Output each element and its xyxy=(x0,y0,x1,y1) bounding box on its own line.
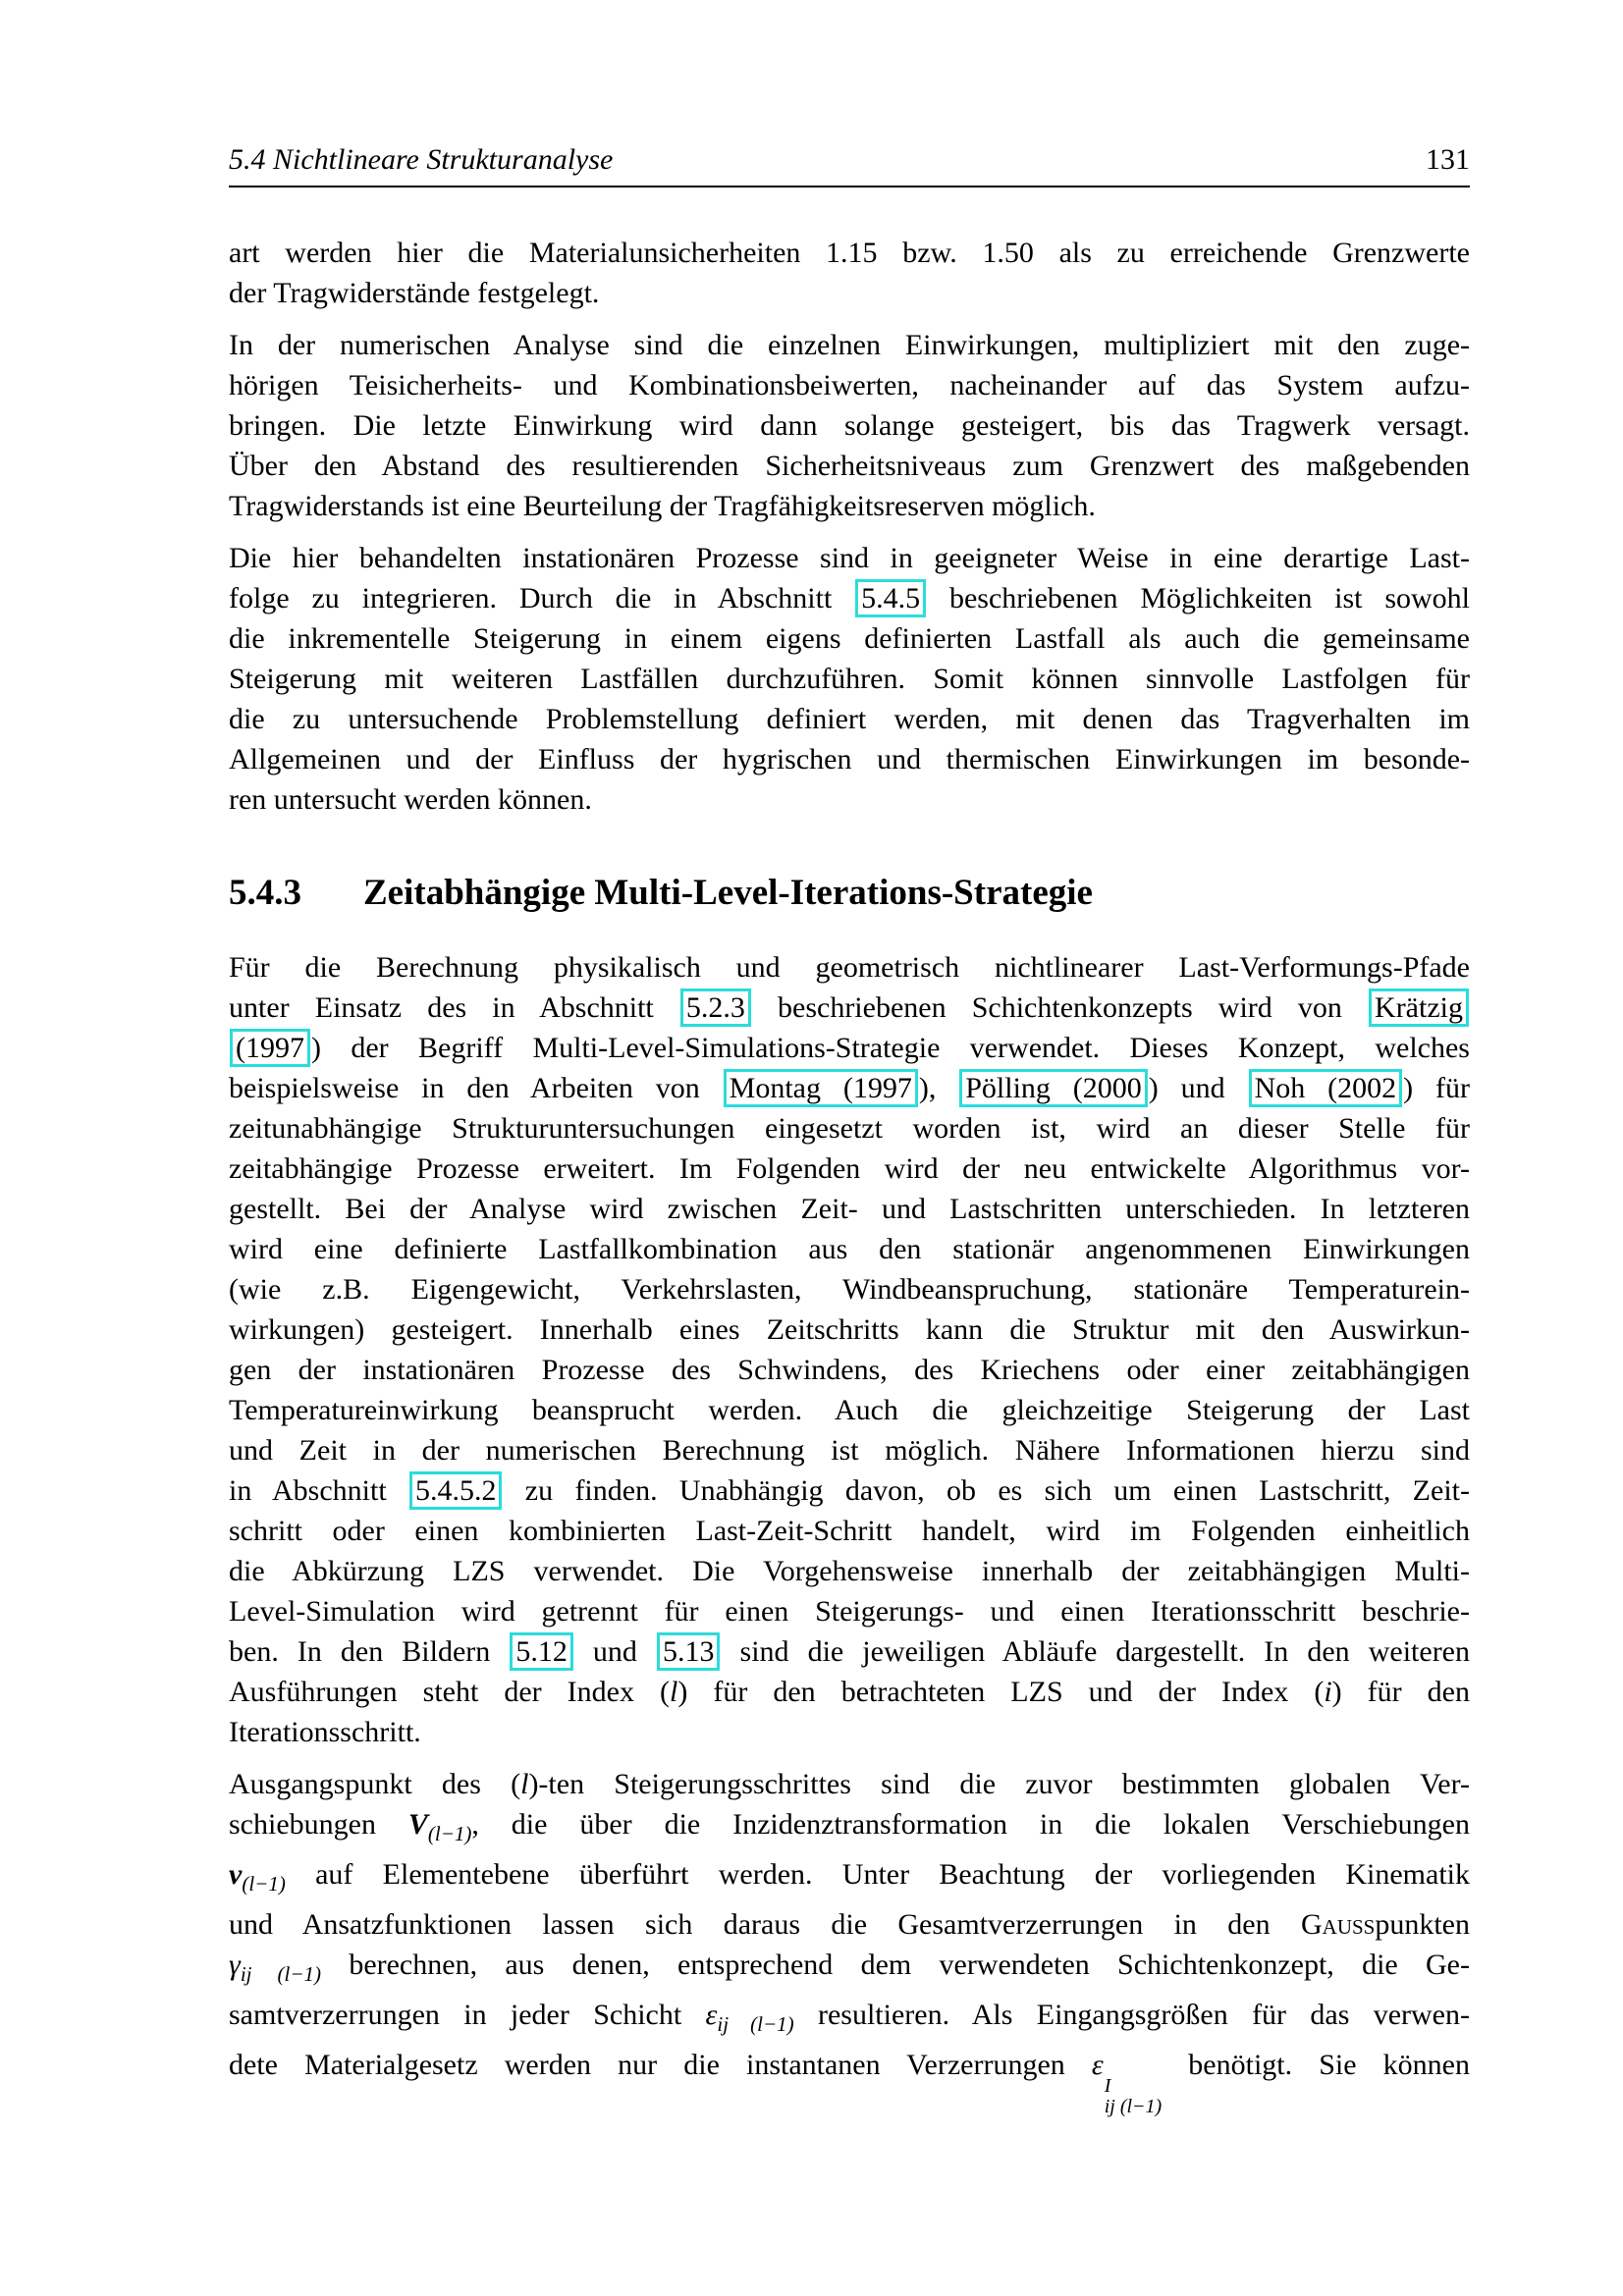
text-line xyxy=(229,1028,1470,1068)
text-line xyxy=(229,1591,1470,1631)
paragraph xyxy=(229,233,1470,313)
paragraph xyxy=(229,325,1470,526)
text-segment: Gauss xyxy=(1300,1908,1376,1941)
text-segment: punkten xyxy=(1375,1908,1470,1941)
text-line xyxy=(229,1390,1470,1430)
text-line xyxy=(229,779,1470,820)
paragraph xyxy=(229,538,1470,820)
text-segment: ) der Begriff Multi-Level-Simulations-Strategie verwendet. Dieses Konzept, welches xyxy=(311,1032,1470,1064)
ref-link[interactable]: 5.2.3 xyxy=(680,988,751,1027)
text-segment: folge zu integrieren. Durch die in Abschnitt xyxy=(229,582,855,614)
text-segment: Iterationsschritt. xyxy=(229,1716,421,1748)
text-segment: und Ansatzfunktionen lassen sich daraus die Gesamtverzerrungen in den xyxy=(229,1908,1301,1941)
text-segment: schritt oder einen kombinierten Last-Zeit-Schritt handelt, wird im Folgenden einheitlich xyxy=(229,1515,1470,1547)
text-segment: Allgemeinen und der Einfluss der hygrischen und thermischen Einwirkungen im besonde- xyxy=(229,743,1470,775)
section-heading xyxy=(229,871,1470,916)
text-segment: ben. In den Bildern xyxy=(229,1635,510,1668)
text-line xyxy=(229,446,1470,486)
text-line xyxy=(229,486,1470,526)
text-segment: ), xyxy=(918,1072,959,1104)
text-line xyxy=(229,1269,1470,1309)
text-line xyxy=(229,365,1470,405)
text-line xyxy=(229,1945,1470,1995)
math-symbol: γ xyxy=(229,1949,241,1981)
text-line xyxy=(229,988,1470,1028)
text-line xyxy=(229,1854,1470,1904)
text-line xyxy=(229,1189,1470,1229)
math-symbol: (l−1) xyxy=(242,1872,286,1896)
ref-link[interactable]: Krätzig xyxy=(1369,988,1469,1027)
text-segment: resultieren. Als Eingangsgrößen für das verwen- xyxy=(793,1999,1470,2031)
math-superscript: I xyxy=(1104,2075,1111,2097)
text-segment: art werden hier die Materialunsicherheiten 1.15 bzw. 1.50 als zu erreichende Grenzwerte xyxy=(229,237,1470,269)
text-segment: In der numerischen Analyse sind die einzelnen Einwirkungen, multipliziert mit den zuge- xyxy=(229,329,1470,361)
document-page xyxy=(229,0,1470,2129)
text-line xyxy=(229,578,1470,618)
text-segment: beschriebenen Möglichkeiten ist sowohl xyxy=(927,582,1470,614)
ref-link[interactable]: Pölling (2000 xyxy=(959,1069,1148,1107)
text-line xyxy=(229,659,1470,699)
text-segment: zeitunabhängige Strukturuntersuchungen eingesetzt worden ist, wird an dieser Stelle für xyxy=(229,1112,1470,1145)
text-line xyxy=(229,1229,1470,1269)
section-title: Zeitabhängige Multi-Level-Iterations-Strategie xyxy=(363,873,1093,913)
text-segment: zu finden. Unabhängig davon, ob es sich um einen Lastschritt, Zeit- xyxy=(503,1474,1470,1507)
text-line xyxy=(229,1631,1470,1672)
text-line xyxy=(229,1511,1470,1551)
ref-link[interactable]: 5.13 xyxy=(657,1632,721,1671)
text-line xyxy=(229,947,1470,988)
text-line xyxy=(229,273,1470,313)
ref-link[interactable]: Noh (2002 xyxy=(1249,1069,1403,1107)
text-line xyxy=(229,2045,1470,2117)
text-segment: ) und xyxy=(1148,1072,1248,1104)
text-segment: bringen. Die letzte Einwirkung wird dann solange gesteigert, bis das Tragwerk versagt. xyxy=(229,409,1470,442)
content-blocks xyxy=(229,233,1470,2117)
text-segment: , die über die Inzidenztransformation in die lokalen Verschiebungen xyxy=(471,1808,1470,1841)
text-line xyxy=(229,1108,1470,1148)
math-symbol: v xyxy=(229,1858,243,1891)
text-line xyxy=(229,405,1470,446)
text-segment: Steigerung mit weiteren Lastfällen durchzuführen. Somit können sinnvolle Lastfolgen für xyxy=(229,663,1470,695)
text-segment: zeitabhängige Prozesse erweitert. Im Folgenden wird der neu entwickelte Algorithmus vor- xyxy=(229,1152,1470,1185)
text-segment: Ausgangspunkt des ( xyxy=(229,1768,521,1800)
text-segment: Tragwiderstands ist eine Beurteilung der Tragfähigkeitsreserven möglich. xyxy=(229,490,1096,522)
text-segment: wird eine definierte Lastfallkombination aus den stationär angenommenen Einwirkungen xyxy=(229,1233,1470,1265)
text-segment: sind die jeweiligen Abläufe dargestellt. In den weiteren xyxy=(721,1635,1470,1668)
text-line xyxy=(229,233,1470,273)
text-segment: ) für den betrachteten LZS und der Index ( xyxy=(677,1676,1325,1708)
text-line xyxy=(229,1470,1470,1511)
text-segment: die Abkürzung LZS verwendet. Die Vorgehensweise innerhalb der zeitabhängigen Multi- xyxy=(229,1555,1470,1587)
text-segment: der Tragwiderstände festgelegt. xyxy=(229,277,600,309)
ref-link[interactable]: 5.4.5.2 xyxy=(409,1471,503,1510)
text-line xyxy=(229,618,1470,659)
text-line xyxy=(229,1712,1470,1752)
ref-link[interactable]: Montag (1997 xyxy=(724,1069,918,1107)
math-sup-sub xyxy=(1105,2076,1163,2117)
text-segment: Ausführungen steht der Index ( xyxy=(229,1676,670,1708)
section-number: 5.4.3 xyxy=(229,873,301,913)
text-line xyxy=(229,1764,1470,1804)
math-subscript: ij (l−1) xyxy=(1104,2096,1163,2117)
text-line xyxy=(229,1309,1470,1350)
text-segment: gestellt. Bei der Analyse wird zwischen Zeit- und Lastschritten unterschieden. In letzteren xyxy=(229,1193,1470,1225)
text-segment: Die hier behandelten instationären Prozesse sind in geeigneter Weise in eine derartige Last- xyxy=(229,542,1470,574)
text-segment: und Zeit in der numerischen Berechnung ist möglich. Nähere Informationen hierzu sind xyxy=(229,1434,1470,1467)
text-line xyxy=(229,699,1470,739)
text-segment: dete Materialgesetz werden nur die instantanen Verzerrungen xyxy=(229,2049,1092,2081)
text-line xyxy=(229,325,1470,365)
text-segment: unter Einsatz des in Abschnitt xyxy=(229,991,679,1024)
paragraph xyxy=(229,947,1470,1752)
text-line xyxy=(229,1672,1470,1712)
math-symbol: l xyxy=(520,1768,529,1800)
paragraph xyxy=(229,1764,1470,2117)
text-segment: wirkungen) gesteigert. Innerhalb eines Zeitschritts kann die Struktur mit den Auswirkun- xyxy=(229,1313,1470,1346)
text-segment: und xyxy=(573,1635,656,1668)
ref-link[interactable]: (1997 xyxy=(230,1029,310,1067)
text-line xyxy=(229,1995,1470,2045)
math-symbol: V xyxy=(407,1808,428,1841)
text-segment: Temperatureinwirkung beansprucht werden. Auch die gleichzeitige Steigerung der Last xyxy=(229,1394,1470,1426)
text-line xyxy=(229,1904,1470,1945)
text-segment: ren untersucht werden können. xyxy=(229,783,592,816)
running-head xyxy=(229,143,1470,187)
math-symbol: (l−1) xyxy=(427,1822,472,1845)
text-segment: ) für den xyxy=(1331,1676,1471,1708)
text-segment: )-ten Steigerungsschrittes sind die zuvor bestimmten globalen Ver- xyxy=(528,1768,1470,1800)
text-segment: berechnen, aus denen, entsprechend dem verwendeten Schichtenkonzept, die Ge- xyxy=(321,1949,1470,1981)
text-line xyxy=(229,739,1470,779)
text-segment: in Abschnitt xyxy=(229,1474,408,1507)
text-line xyxy=(229,1148,1470,1189)
page-number: 131 xyxy=(1426,143,1470,176)
text-segment: benötigt. Sie können xyxy=(1162,2049,1470,2081)
text-segment: Über den Abstand des resultierenden Sicherheitsniveaus zum Grenzwert des maßgebenden xyxy=(229,450,1470,482)
ref-link[interactable]: 5.12 xyxy=(510,1632,573,1671)
math-symbol: ij (l−1) xyxy=(240,1962,322,1986)
text-segment: gen der instationären Prozesse des Schwindens, des Kriechens oder einer zeitabhängigen xyxy=(229,1354,1470,1386)
text-line xyxy=(229,1804,1470,1854)
math-symbol: ij (l−1) xyxy=(717,2012,794,2036)
text-segment: hörigen Teisicherheits- und Kombinationsbeiwerten, nacheinander auf das System aufzu- xyxy=(229,369,1470,401)
ref-link[interactable]: 5.4.5 xyxy=(855,579,926,617)
text-segment: (wie z.B. Eigengewicht, Verkehrslasten, Windbeanspruchung, stationäre Temperaturein- xyxy=(229,1273,1470,1306)
math-symbol: ε xyxy=(1091,2049,1104,2081)
math-symbol: i xyxy=(1324,1676,1332,1708)
text-segment: ) für xyxy=(1403,1072,1470,1104)
text-segment: Für die Berechnung physikalisch und geometrisch nichtlinearer Last-Verformungs-Pfade xyxy=(229,951,1470,984)
text-line xyxy=(229,1068,1470,1108)
text-segment: beschriebenen Schichtenkonzepts wird von xyxy=(751,991,1369,1024)
text-segment: auf Elementebene überführt werden. Unter Beachtung der vorliegenden Kinematik xyxy=(285,1858,1470,1891)
text-line xyxy=(229,538,1470,578)
text-segment: Level-Simulation wird getrennt für einen Steigerungs- und einen Iterationsschritt beschrie- xyxy=(229,1595,1470,1628)
text-segment: die inkrementelle Steigerung in einem eigens definierten Lastfall als auch die gemeinsame xyxy=(229,622,1470,655)
text-line xyxy=(229,1350,1470,1390)
text-line xyxy=(229,1551,1470,1591)
text-segment: die zu untersuchende Problemstellung definiert werden, mit denen das Tragverhalten im xyxy=(229,703,1470,735)
text-line xyxy=(229,1430,1470,1470)
math-symbol: ε xyxy=(705,1999,718,2031)
text-segment: beispielsweise in den Arbeiten von xyxy=(229,1072,723,1104)
text-segment: samtverzerrungen in jeder Schicht xyxy=(229,1999,706,2031)
running-head-section: 5.4 Nichtlineare Strukturanalyse xyxy=(229,143,614,176)
math-symbol: l xyxy=(670,1676,678,1708)
text-segment: schiebungen xyxy=(229,1808,408,1841)
